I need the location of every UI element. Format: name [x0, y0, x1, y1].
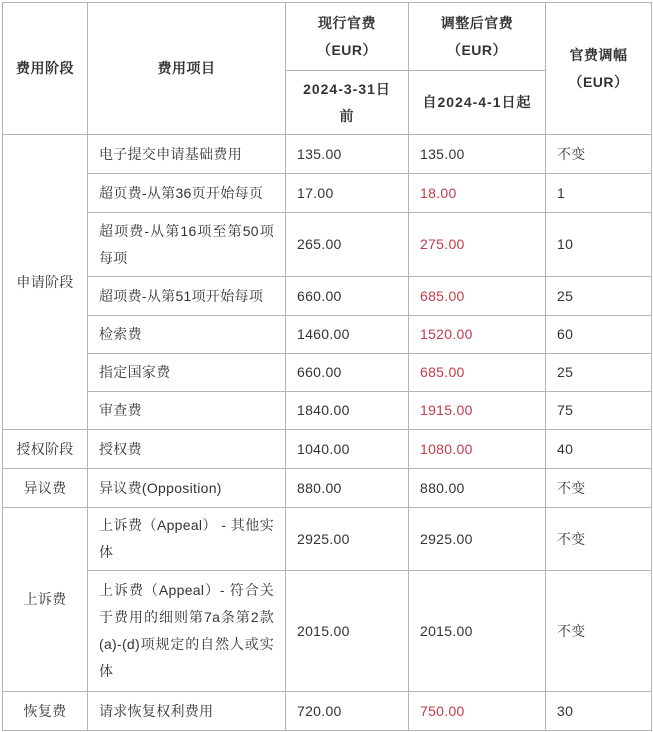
header-item: 费用项目	[88, 3, 286, 135]
current-fee-value: 660.00	[286, 354, 409, 392]
header-current-fee-title: 现行官费	[318, 14, 376, 31]
header-adjusted-fee-date: 自2024-4-1日起	[409, 71, 546, 135]
table-row	[3, 392, 652, 430]
adjusted-fee-value: 18.00	[409, 174, 546, 213]
current-fee-value: 1840.00	[286, 392, 409, 430]
adjusted-fee-value: 1915.00	[409, 392, 546, 430]
fee-change-value: 25	[546, 277, 652, 316]
stage-cell: 申请阶段	[3, 135, 88, 430]
current-fee-value: 2925.00	[286, 508, 409, 571]
fee-item: 上诉费（Appeal） - 其他实体	[88, 508, 286, 571]
current-fee-value: 660.00	[286, 277, 409, 316]
current-fee-value: 17.00	[286, 174, 409, 213]
adjusted-fee-value: 685.00	[409, 277, 546, 316]
header-adjusted-fee-unit: （EUR）	[446, 41, 508, 58]
header-current-fee-unit: （EUR）	[316, 41, 378, 58]
fee-change-value: 1	[546, 174, 652, 213]
adjusted-fee-value: 275.00	[409, 213, 546, 277]
current-fee-value: 880.00	[286, 469, 409, 508]
fee-change-value: 不变	[546, 571, 652, 692]
table-row	[3, 213, 652, 277]
adjusted-fee-value: 135.00	[409, 135, 546, 174]
fee-item: 上诉费（Appeal）- 符合关于费用的细则第7a条第2款(a)-(d)项规定的自然人或实体	[88, 571, 286, 692]
table-row	[3, 469, 652, 508]
table-row	[3, 508, 652, 571]
current-fee-value: 135.00	[286, 135, 409, 174]
current-fee-value: 720.00	[286, 692, 409, 731]
adjusted-fee-value: 2925.00	[409, 508, 546, 571]
table-row	[3, 277, 652, 316]
fee-item: 授权费	[88, 430, 286, 469]
table-body	[3, 135, 652, 731]
fee-table	[2, 2, 652, 731]
stage-cell: 上诉费	[3, 508, 88, 692]
fee-change-value: 75	[546, 392, 652, 430]
fee-item: 超页费-从第36页开始每页	[88, 174, 286, 213]
fee-item: 异议费(Opposition)	[88, 469, 286, 508]
table-row	[3, 430, 652, 469]
fee-change-value: 60	[546, 316, 652, 354]
fee-item: 指定国家费	[88, 354, 286, 392]
current-fee-value: 1460.00	[286, 316, 409, 354]
current-fee-value: 2015.00	[286, 571, 409, 692]
table-row	[3, 692, 652, 731]
fee-change-value: 不变	[546, 508, 652, 571]
stage-cell: 异议费	[3, 469, 88, 508]
header-adjusted-fee-title: 调整后官费	[440, 14, 514, 31]
fee-change-value: 不变	[546, 469, 652, 508]
table-row	[3, 316, 652, 354]
fee-item: 超项费-从第16项至第50项每项	[88, 213, 286, 277]
fee-item: 检索费	[88, 316, 286, 354]
header-current-fee	[286, 3, 409, 71]
table-row	[3, 135, 652, 174]
table-row	[3, 174, 652, 213]
fee-item: 电子提交申请基础费用	[88, 135, 286, 174]
header-change	[546, 3, 652, 135]
fee-change-value: 30	[546, 692, 652, 731]
current-fee-value: 265.00	[286, 213, 409, 277]
table-header	[3, 3, 652, 135]
header-current-fee-date: 2024-3-31日前	[286, 71, 409, 135]
adjusted-fee-value: 880.00	[409, 469, 546, 508]
stage-cell: 授权阶段	[3, 430, 88, 469]
fee-change-value: 25	[546, 354, 652, 392]
header-row	[3, 3, 652, 71]
fee-change-value: 不变	[546, 135, 652, 174]
current-fee-value: 1040.00	[286, 430, 409, 469]
stage-cell: 恢复费	[3, 692, 88, 731]
adjusted-fee-value: 1080.00	[409, 430, 546, 469]
header-stage: 费用阶段	[3, 3, 88, 135]
fee-item: 请求恢复权利费用	[88, 692, 286, 731]
table-row	[3, 571, 652, 692]
adjusted-fee-value: 2015.00	[409, 571, 546, 692]
fee-change-value: 10	[546, 213, 652, 277]
adjusted-fee-value: 750.00	[409, 692, 546, 731]
header-adjusted-fee	[409, 3, 546, 71]
fee-change-value: 40	[546, 430, 652, 469]
fee-item: 超项费-从第51项开始每项	[88, 277, 286, 316]
header-change-title: 官费调幅	[569, 46, 628, 63]
adjusted-fee-value: 685.00	[409, 354, 546, 392]
table-row	[3, 354, 652, 392]
fee-item: 审查费	[88, 392, 286, 430]
header-change-unit: （EUR）	[568, 73, 629, 90]
adjusted-fee-value: 1520.00	[409, 316, 546, 354]
